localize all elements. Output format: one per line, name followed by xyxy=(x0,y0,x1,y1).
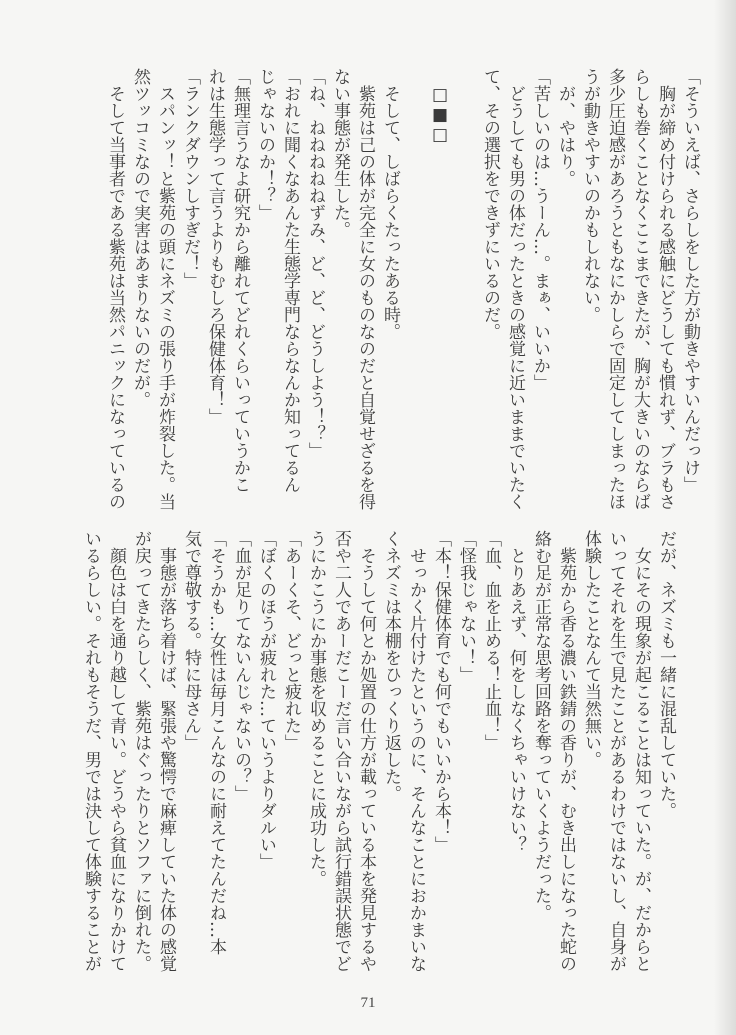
text-line: 胸が締め付けられる感触にどうしても慣れず、ブラもさ xyxy=(655,68,675,510)
text-line: 「血、血を止める！止血！」 xyxy=(481,530,501,751)
text-line: 「ぼくのほうが疲れた…ていうよりダルい」 xyxy=(256,530,276,870)
text-line: 「そうかも…女性は毎月こんなのに耐えてたんだね…本 xyxy=(206,530,226,955)
text-line: くネズミは本棚をひっくり返した。 xyxy=(381,530,401,802)
text-line: 「苦しいのは…うーん…。まぁ、いいか」 xyxy=(530,68,550,391)
text-line: □■□ xyxy=(430,68,450,145)
text-line: 「怪我じゃない！」 xyxy=(456,530,476,683)
text-line: いってそれを生で見たことがあるわけではないし、自身が xyxy=(606,530,626,972)
text-line: が戻ってきたらしく、紫苑はぐったりとソファに倒れた。 xyxy=(131,530,151,972)
text-block-bottom xyxy=(78,530,678,970)
text-line: だが、ネズミも一緒に混乱していた。 xyxy=(656,530,676,819)
text-line xyxy=(452,68,477,508)
text-line: が、やはり。 xyxy=(555,68,575,187)
text-line: 「あーくそ、どっと疲れた」 xyxy=(281,530,301,751)
text-line: どうしても男の体だったときの感覚に近いままでいたく xyxy=(505,68,525,510)
text-line: うにかこうにか事態を収めることに成功した。 xyxy=(306,530,326,887)
text-line: そして当事者である紫苑は当然パニックになっているの xyxy=(105,68,125,510)
text-line: そうして何とか処置の仕方が載っている本を発見するや xyxy=(356,530,376,972)
text-line: 「無理言うなよ研究から離れてどれくらいっていうかこ xyxy=(230,68,250,493)
text-line: 「そういえば、さらしをした方が動きやすいんだっけ」 xyxy=(680,68,700,493)
text-line: じゃないのか！？」 xyxy=(255,68,275,221)
text-line: 気で尊敬する。特に母さん」 xyxy=(181,530,201,751)
page-number: 71 xyxy=(360,995,376,1011)
text-line: 絡む足が正常な思考回路を奪っていくようだった。 xyxy=(531,530,551,921)
text-line: スパンッ！と紫苑の頭にネズミの張り手が炸裂した。当 xyxy=(155,68,175,510)
text-line: 多少圧迫感があろうともなにかしらで固定してしまったほ xyxy=(605,68,625,510)
page-edge-shadow xyxy=(714,0,736,1035)
text-block-top xyxy=(102,68,702,508)
text-line: 体験したことなんて当然無い。 xyxy=(581,530,601,768)
text-line: らしも巻くことなくここまできたが、胸が大きいのならば xyxy=(630,68,650,510)
text-line: うが動きやすいのかもしれない。 xyxy=(580,68,600,323)
text-line: せっかく片付けたというのに、そんなことにおかまいな xyxy=(406,530,426,972)
text-line: いるらしい。それもそうだ、男では決して体験することが xyxy=(81,530,101,972)
text-line: 「血が足りてないんじゃないの？」 xyxy=(231,530,251,802)
text-line: 紫苑から香る濃い鉄錆の香りが、むき出しになった蛇の xyxy=(556,530,576,972)
text-line: 「本！保健体育でも何でもいいから本！」 xyxy=(431,530,451,853)
text-line: ない事態が発生した。 xyxy=(330,68,350,238)
text-line: 顔色は白を通り越して青い。どうやら貧血になりかけて xyxy=(106,530,126,972)
text-line: 女にその現象が起こることは知っていた。が、だからと xyxy=(631,530,651,972)
text-line: 「ね、ねねねねねずみ、ど、ど、どうしよう！？」 xyxy=(305,68,325,459)
text-line: 否や二人であーだこーだ言い合いながら試行錯誤状態でど xyxy=(331,530,351,972)
text-line: そして、しばらくたったある時。 xyxy=(380,68,400,340)
text-line: て、その選択をできずにいるのだ。 xyxy=(480,68,500,340)
text-line: とりあえず、何をしなくちゃいけない？ xyxy=(506,530,526,853)
text-line: 紫苑は己の体が完全に女のものなのだと自覚せざるを得 xyxy=(355,68,375,510)
text-line: 「おれに聞くなあんた生態学専門ならなんか知ってるん xyxy=(280,68,300,493)
text-line: 「ランクダウンしすぎだ！」 xyxy=(180,68,200,289)
text-line: れは生態学って言うよりもむしろ保健体育！」 xyxy=(205,68,225,425)
text-line: 事態が落ち着けば、緊張や驚愕で麻痺していた体の感覚 xyxy=(156,530,176,972)
text-line xyxy=(402,68,427,508)
text-line: 然ツッコミなので実害はあまりないのだが。 xyxy=(130,68,150,408)
